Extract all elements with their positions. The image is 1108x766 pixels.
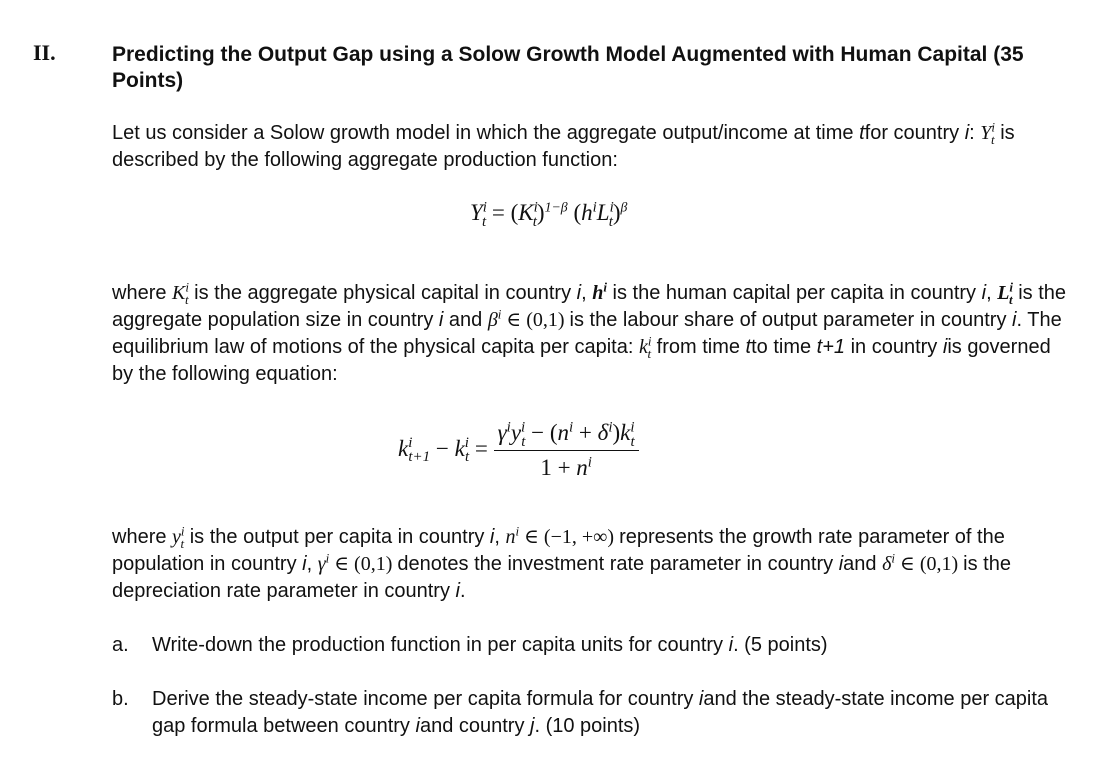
definitions-paragraph-2: where $y^i_t$ is the output per capita in country i, $n^i$ ∈ (−1, +∞) represents the growth rate parameter of the population in country i, $\gamma^i$ ∈ (0,1) denotes the investment rate parameter in country iand $\delta^i$ ∈ (0,1) is the depreciation rate parameter in country i. xyxy=(112,523,1011,602)
question-b: b. Derive the steady-state income per capita formula for country iand the steady-state income per capita gap formula between country iand country j. (10 points) xyxy=(112,688,1049,737)
definitions-paragraph-1: where $K^i_t$ is the aggregate physical capital in country i, $h^i$ is the human capital per capita in country i, $L^i_t$ is the aggregate population size in country i and $\beta^i$ ∈ (0,1) is the labour share of output parameter in country i. The equilibrium law of motions of the physical capita per capita: $k^i_t$ from time tto time t+1 in country iis governed by the following equation: xyxy=(112,279,1067,385)
question-b-label: b. xyxy=(112,688,129,710)
section-number: II. xyxy=(33,40,56,65)
section-title: Predicting the Output Gap using a Solow Growth Model Augmented with Human Capital (35 Points) xyxy=(112,43,1024,92)
production-function-equation: $Y^i_t = (K^i_t)^{1-\beta}$ $(h^iL^i_t)^\beta$ xyxy=(470,199,628,230)
question-a: a. Write-down the production function in per capita units for country i. (5 points) xyxy=(112,632,1072,659)
intro-paragraph: Let us consider a Solow growth model in which the aggregate output/income at time tfor country i: $Y^i_t$ is described by the following aggregate production function: xyxy=(112,119,1015,171)
question-a-label: a. xyxy=(112,634,129,656)
capital-motion-equation: $k^i_{t+1} - k^i_t$ = $\frac{\gamma^iy^i_t - (n^i + \delta^i)k^i_t}{1 + n^i}$ xyxy=(398,420,639,481)
